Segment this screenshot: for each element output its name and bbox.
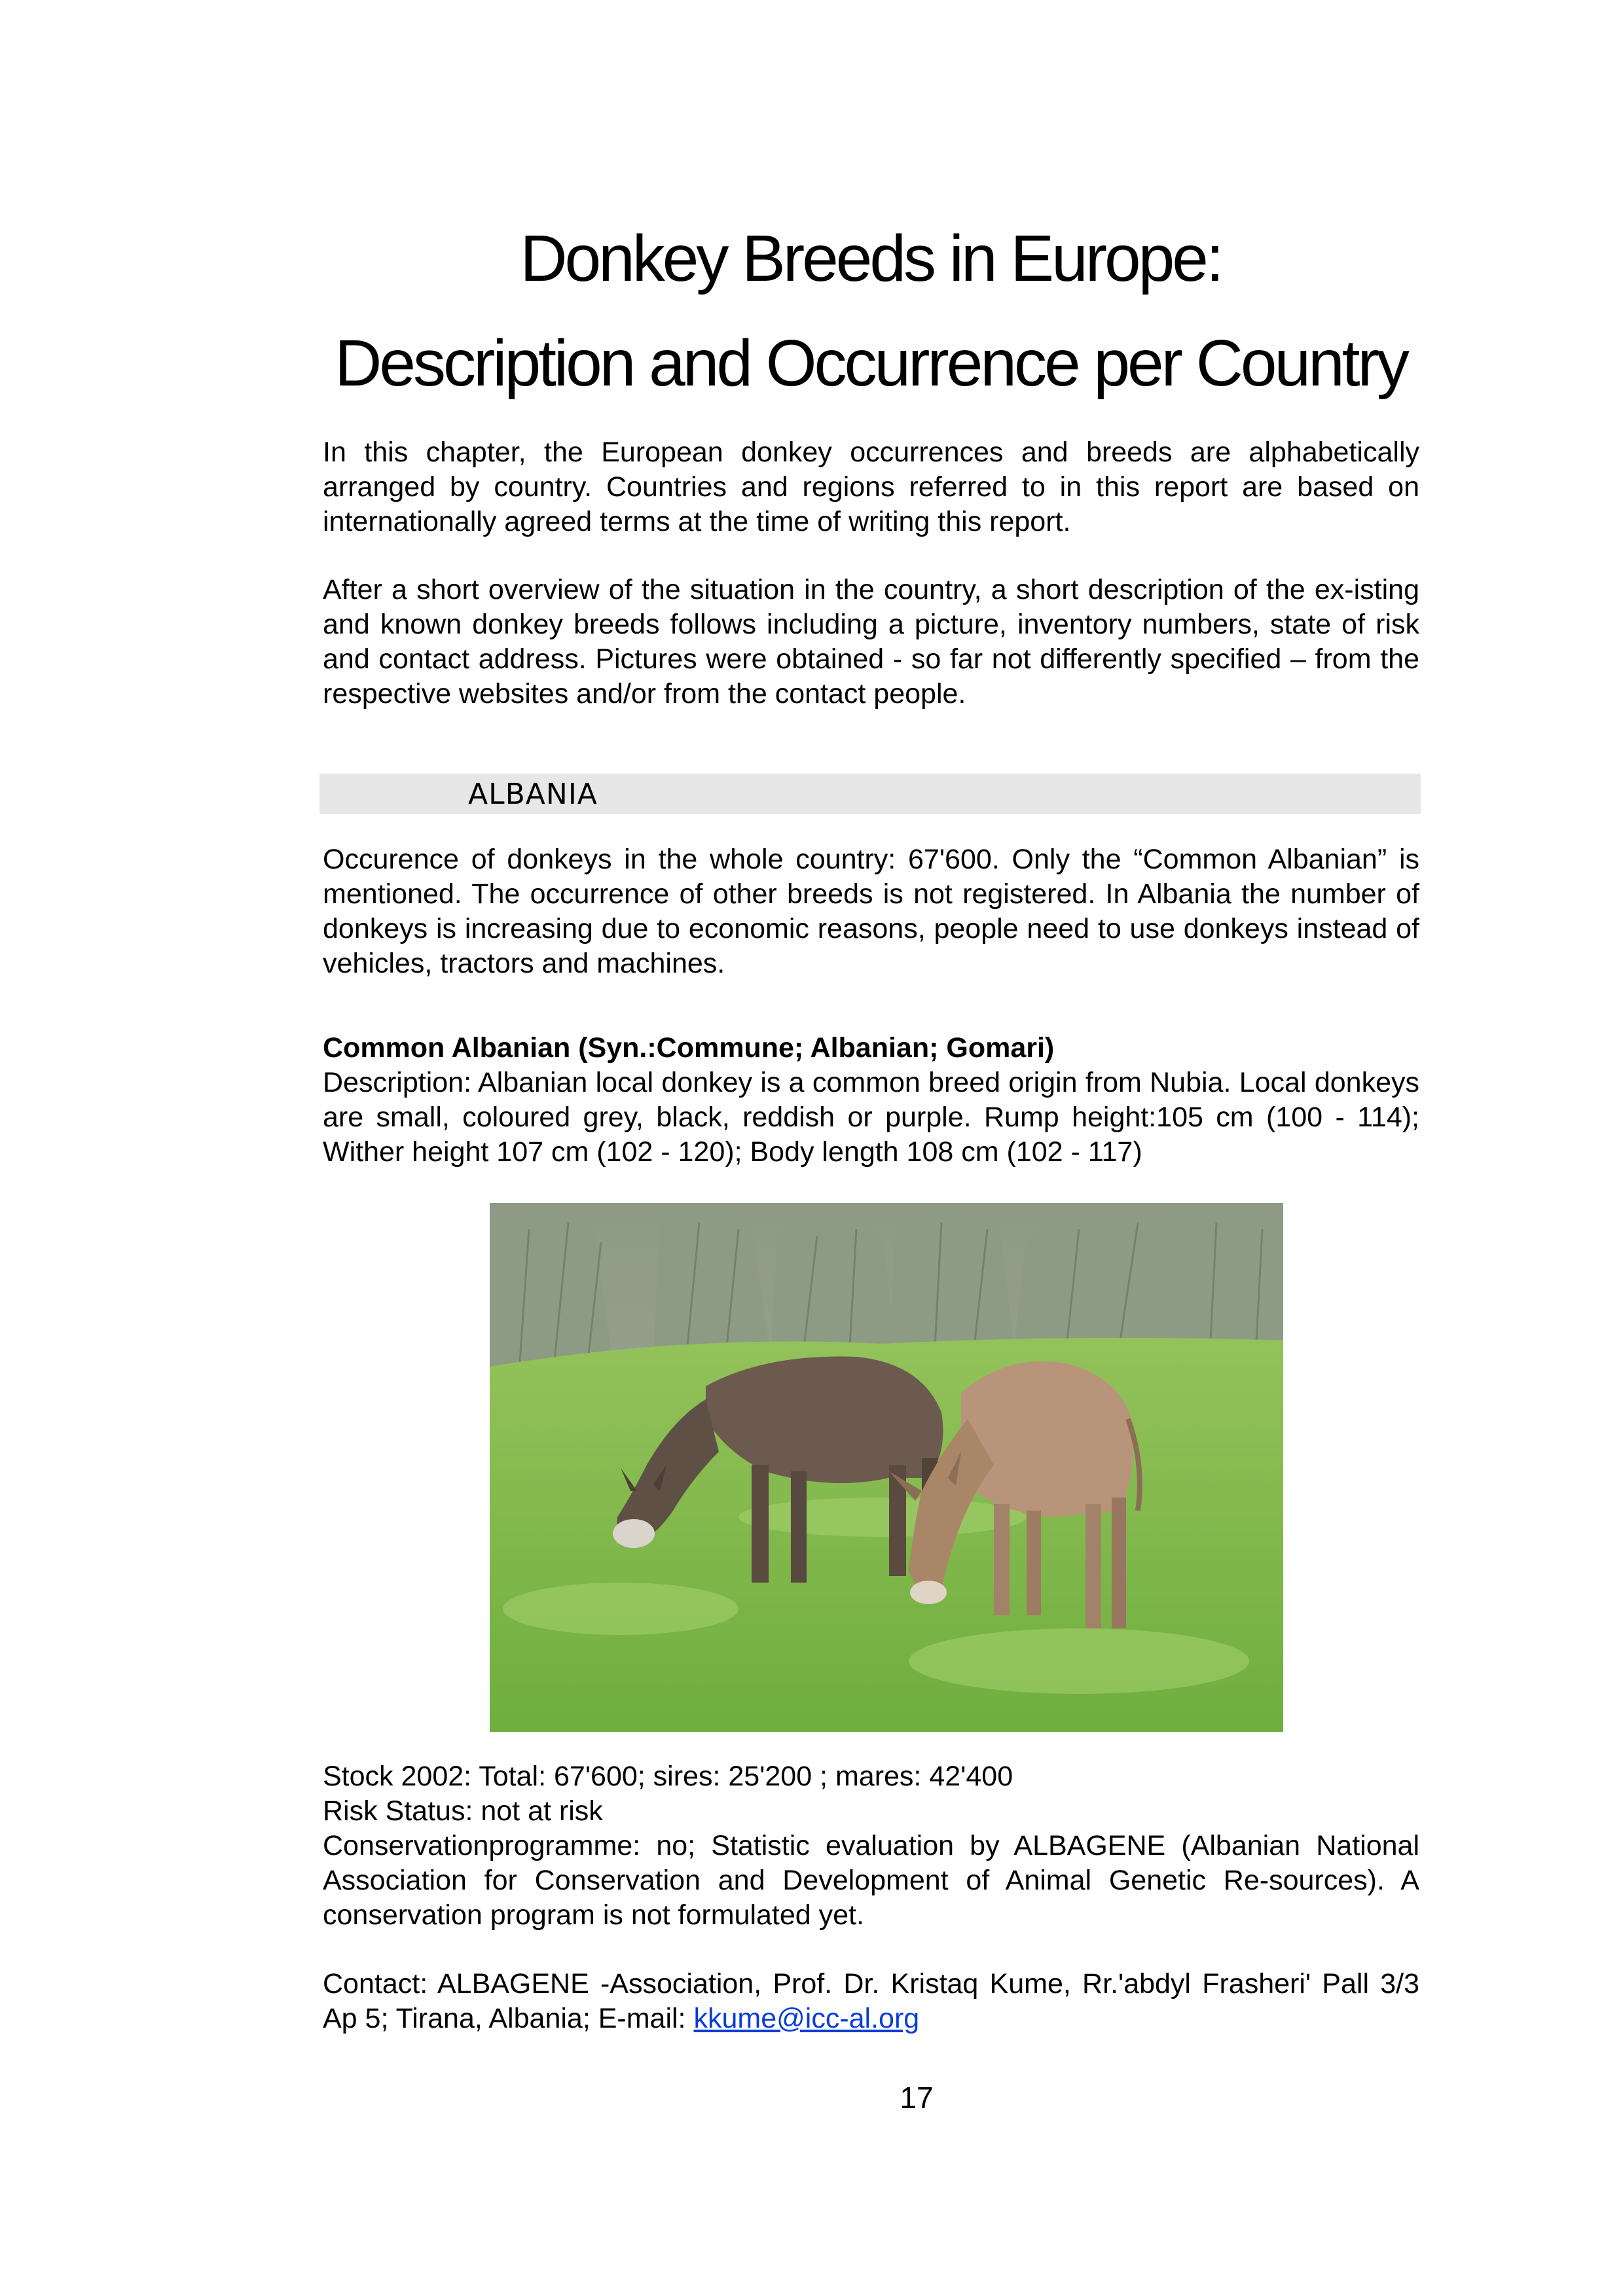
contact-paragraph	[323, 1967, 1419, 2036]
contact-text: Contact: ALBAGENE -Association, Prof. Dr. Kristaq Kume, Rr.'abdyl Frasheri' Pall 3/3 Ap 5; Tirana, Albania; E-mail:	[323, 1968, 1419, 2034]
intro-paragraph-1: In this chapter, the European donkey occurrences and breeds are alphabetically arranged by country. Countries and regions referred to in this report are based on internationally agreed terms at the time of writing this report.	[323, 437, 1419, 537]
breed-description: Description: Albanian local donkey is a common breed origin from Nubia. Local donkeys are small, coloured grey, black, reddish or purple. Rump height:105 cm (100 - 114); Wither height 107 cm (102 - 120); Body length 108 cm (102 - 117)	[323, 1067, 1419, 1168]
risk-status-line: Risk Status: not at risk	[323, 1795, 603, 1827]
section-heading-albania: ALBANIA	[468, 778, 598, 811]
contact-email-link[interactable]: kkume@icc-al.org	[693, 2003, 920, 2034]
donkey-photo	[490, 1203, 1283, 1732]
breed-details	[323, 1759, 1419, 1933]
page-title-line2: Description and Occurrence per Country	[335, 327, 1407, 400]
conservation-paragraph: Conservationprogramme: no; Statistic evaluation by ALBAGENE (Albanian National Association for Conservation and Development of Animal Genetic Re-sources). A conservation program is not formulated yet.	[323, 1830, 1419, 1931]
stock-line: Stock 2002: Total: 67'600; sires: 25'200 ; mares: 42'400	[323, 1761, 1013, 1792]
page-title-line1: Donkey Breeds in Europe:	[520, 222, 1222, 295]
country-occurrence-paragraph: Occurence of donkeys in the whole country: 67'600. Only the “Common Albanian” is mentioned. The occurrence of other breeds is not registered. In Albania the number of donkeys is increasing due to economic reasons, people need to use donkeys instead of vehicles, tractors and machines.	[323, 844, 1419, 979]
page-number: 17	[900, 2081, 934, 2115]
breed-name-heading: Common Albanian (Syn.:Commune; Albanian; Gomari)	[323, 1032, 1055, 1064]
intro-paragraph-2: After a short overview of the situation in the country, a short description of the ex-isting and known donkey breeds follows including a picture, inventory numbers, state of risk and contact address. Pictures were obtained - so far not differently specified – from the respective websites and/or from the contact people.	[323, 574, 1419, 709]
